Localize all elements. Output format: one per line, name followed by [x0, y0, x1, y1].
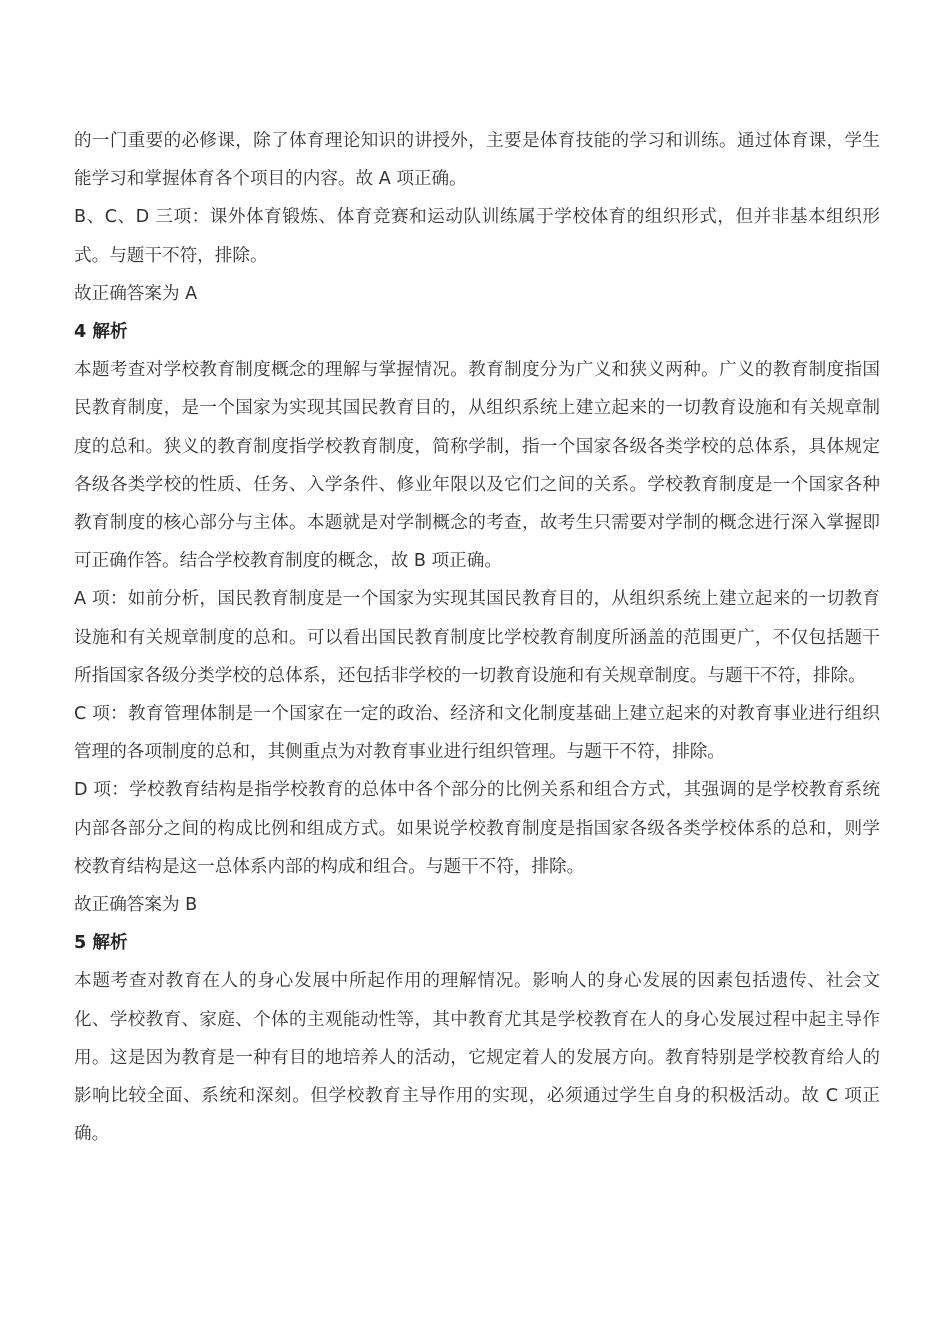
paragraph-q4-answer: 故正确答案为 B	[74, 895, 198, 916]
paragraph-q3-explanation-end: 的一门重要的必修课，除了体育理论知识的讲授外，主要是体育技能的学习和训练。通过体育课，学生能学习和掌握体育各个项目的内容。故 A 项正确。	[74, 131, 880, 190]
heading-q4-analysis: 4 解析	[74, 322, 128, 343]
paragraph-q4-option-a: A 项：如前分析，国民教育制度是一个国家为实现其国民教育目的，从组织系统上建立起来的一切教育设施和有关规章制度的总和。可以看出国民教育制度比学校教育制度所涵盖的范围更广，不仅包括题干所指国家各级分类学校的总体系，还包括非学校的一切教育设施和有关规章制度。与题干不符，排除。	[74, 589, 880, 686]
paragraph-q3-answer: 故正确答案为 A	[74, 283, 198, 304]
paragraph-q4-explanation: 本题考查对学校教育制度概念的理解与掌握情况。教育制度分为广义和狭义两种。广义的教育制度指国民教育制度，是一个国家为实现其国民教育目的，从组织系统上建立起来的一切教育设施和有关规章制度的总和。狭义的教育制度指学校教育制度，简称学制，指一个国家各级各类学校的总体系，具体规定各级各类学校的性质、任务、入学条件、修业年限以及它们之间的关系。学校教育制度是一个国家各种教育制度的核心部分与主体。本题就是对学制概念的考查，故考生只需要对学制的概念进行深入掌握即可正确作答。结合学校教育制度的概念，故 B 项正确。	[74, 360, 880, 572]
paragraph-q3-bcd-options: B、C、D 三项：课外体育锻炼、体育竞赛和运动队训练属于学校体育的组织形式，但并非基本组织形式。与题干不符，排除。	[74, 207, 880, 266]
paragraph-q4-option-d: D 项：学校教育结构是指学校教育的总体中各个部分的比例关系和组合方式，其强调的是学校教育系统内部各部分之间的构成比例和组成方式。如果说学校教育制度是指国家各级各类学校体系的总和，则学校教育结构是这一总体系内部的构成和组合。与题干不符，排除。	[74, 780, 880, 877]
heading-q5-analysis: 5 解析	[74, 933, 128, 954]
paragraph-q5-explanation: 本题考查对教育在人的身心发展中所起作用的理解情况。影响人的身心发展的因素包括遗传、社会文化、学校教育、家庭、个体的主观能动性等，其中教育尤其是学校教育在人的身心发展过程中起主导作用。这是因为教育是一种有目的地培养人的活动，它规定着人的发展方向。教育特别是学校教育给人的影响比较全面、系统和深刻。但学校教育主导作用的实现，必须通过学生自身的积极活动。故 C 项正确。	[74, 971, 880, 1145]
paragraph-q4-option-c: C 项：教育管理体制是一个国家在一定的政治、经济和文化制度基础上建立起来的对教育事业进行组织管理的各项制度的总和，其侧重点为对教育事业进行组织管理。与题干不符，排除。	[74, 704, 880, 763]
document-page	[74, 122, 880, 1153]
